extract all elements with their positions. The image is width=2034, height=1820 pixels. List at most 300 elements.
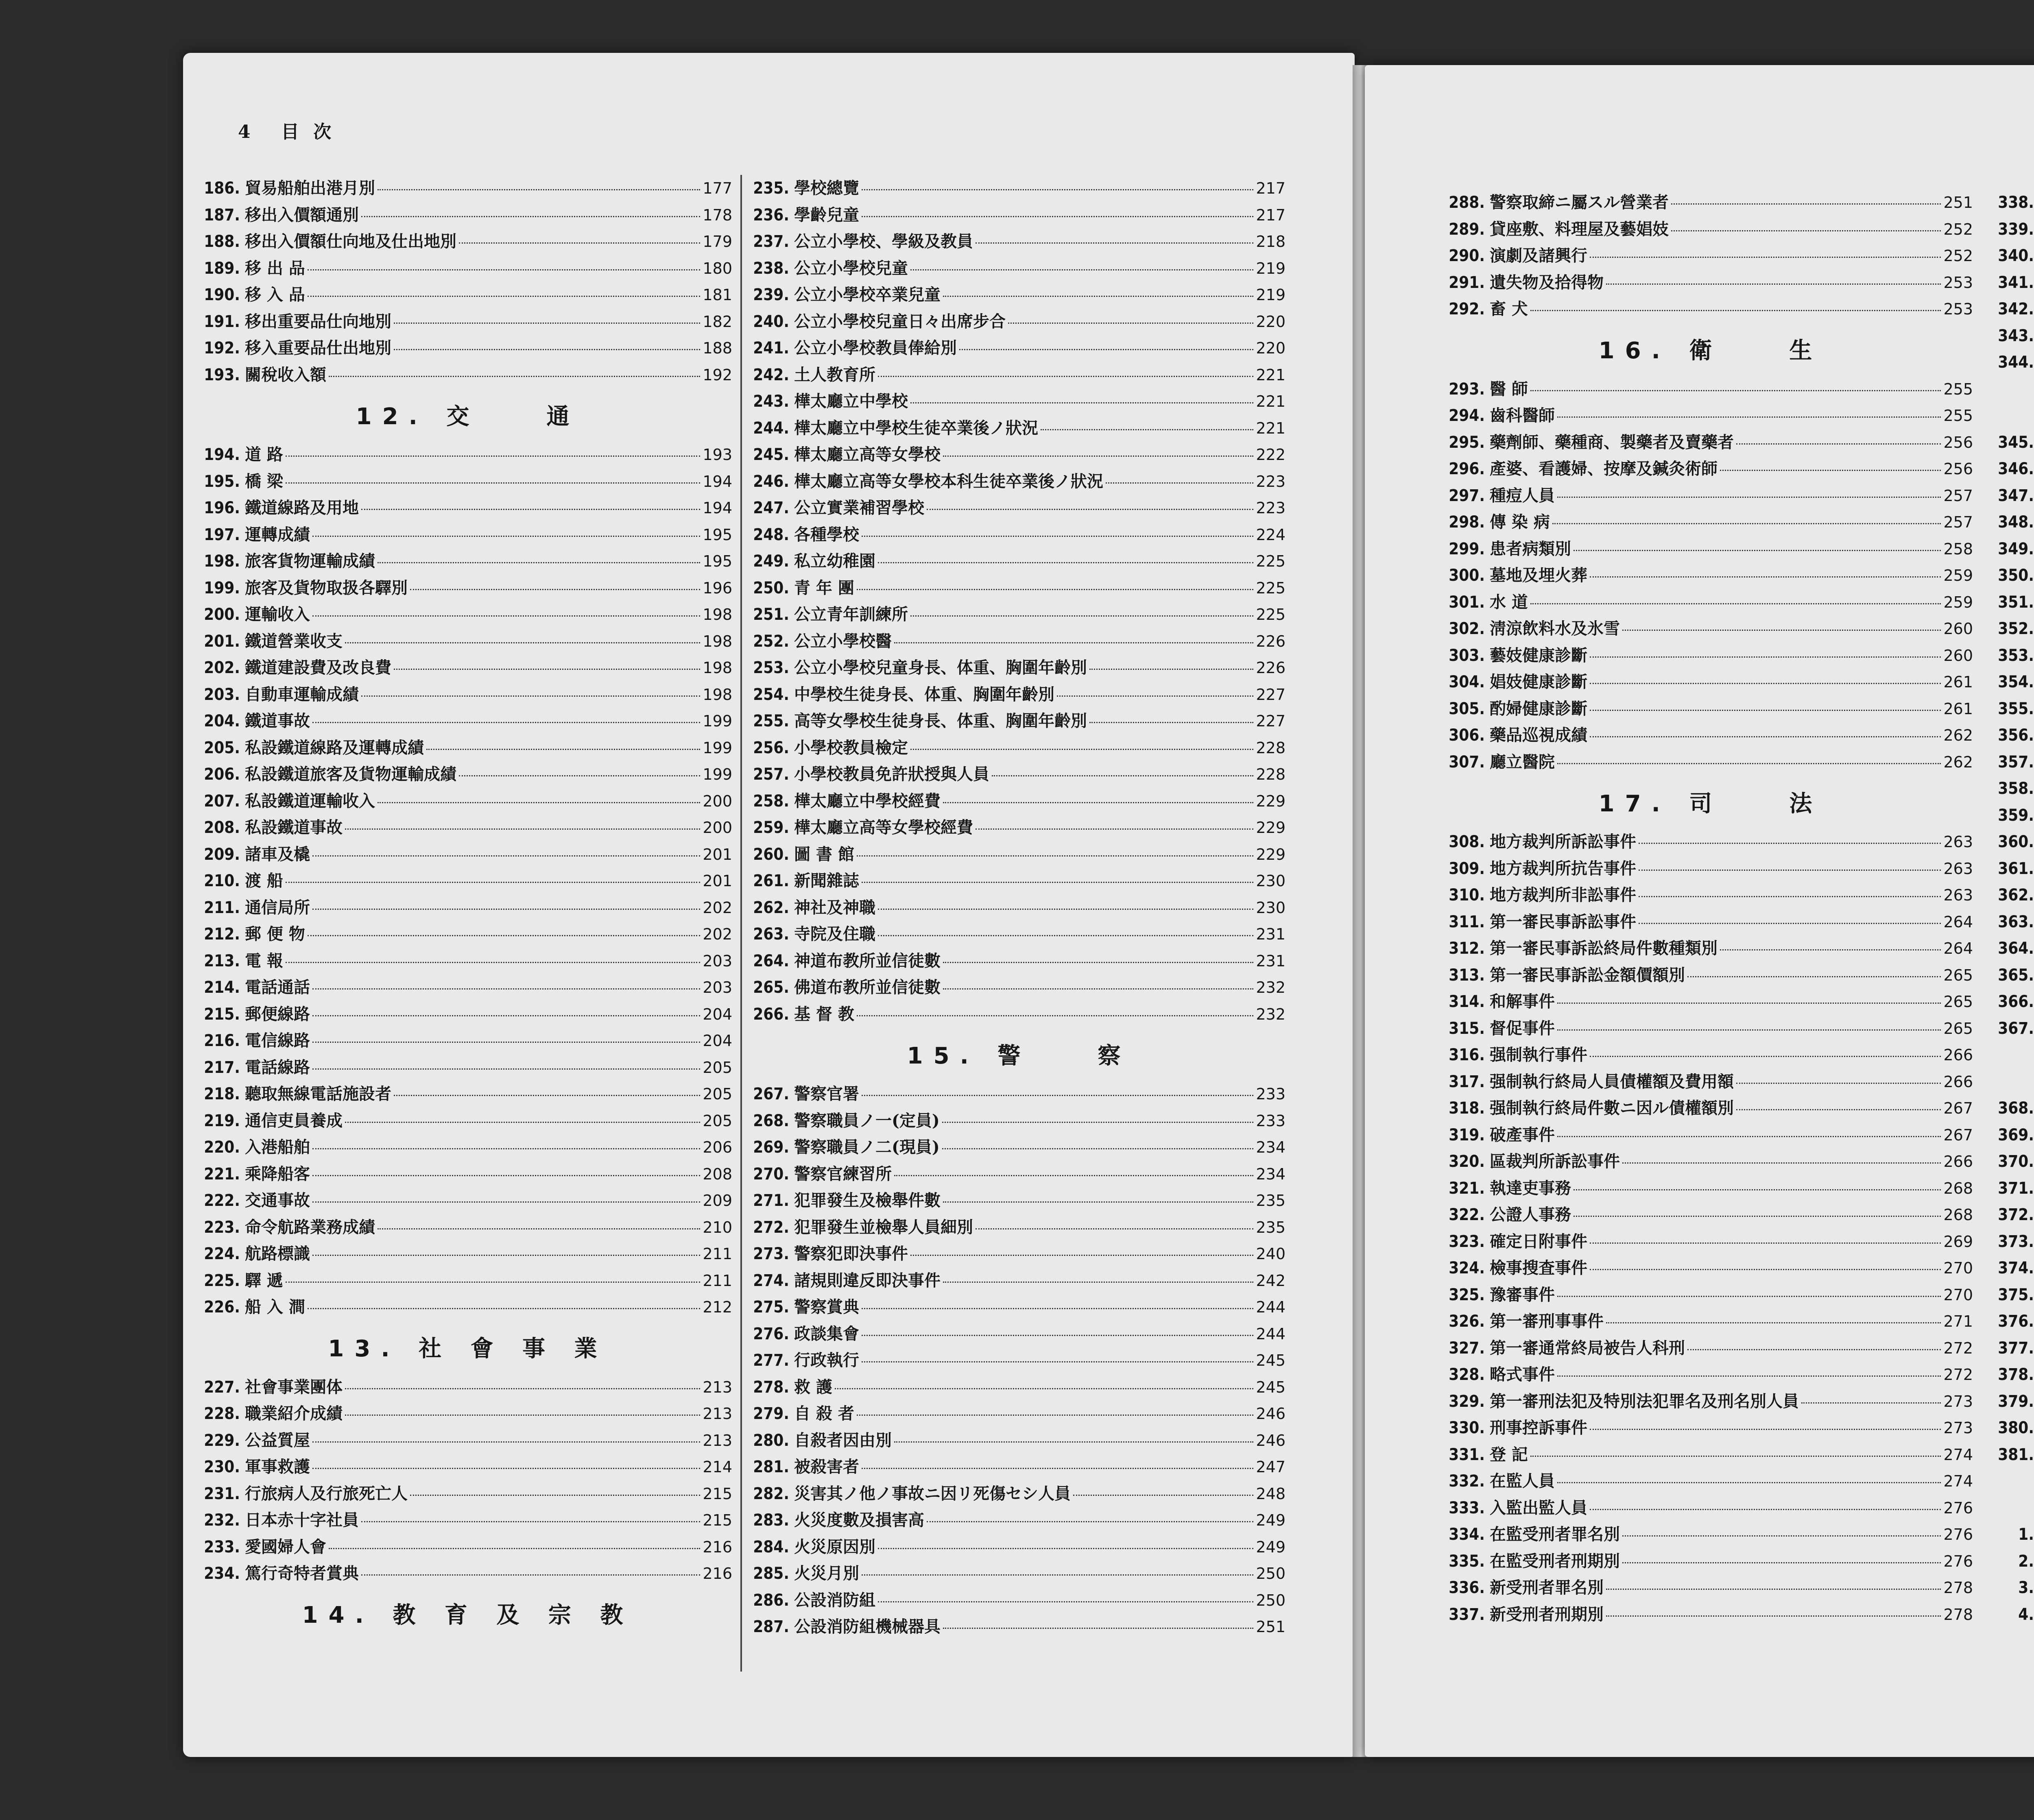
entry-page-number: 200: [703, 819, 732, 837]
entry-title: 自動車運輸成績: [245, 684, 359, 704]
entry-number: 364.: [1998, 939, 2034, 958]
entry-page-number: 230: [1256, 872, 1285, 890]
entry-page-number: 200: [703, 792, 732, 810]
entry-number: 268.: [753, 1111, 789, 1130]
toc-entry: [753, 308, 1285, 335]
entry-title: 演劇及諸興行: [1490, 246, 1587, 265]
dot-leader: [345, 1122, 700, 1123]
entry-title: 電 報: [245, 951, 283, 970]
toc-entry: [753, 362, 1285, 388]
dot-leader: [1590, 1269, 1941, 1270]
toc-entry: [203, 841, 732, 868]
entry-number: 346.: [1998, 460, 2034, 478]
dot-leader: [878, 376, 1253, 377]
entry-title: 鐵道建設費及改良費: [245, 658, 391, 677]
dot-leader: [1622, 1562, 1941, 1563]
entry-number: 234.: [204, 1564, 240, 1583]
entry-number: 335.: [1449, 1552, 1485, 1571]
dot-leader: [1089, 722, 1253, 723]
entry-page-number: 252: [1943, 247, 1973, 265]
entry-title: 第一審民事訴訟金額價額別: [1490, 965, 1685, 985]
entry-number: 236.: [753, 205, 789, 225]
entry-title: 警察官署: [794, 1084, 859, 1103]
entry-title: 郵 便 物: [245, 924, 305, 944]
entry-page-number: 260: [1943, 646, 1973, 665]
dot-leader: [1557, 416, 1941, 418]
entry-number: 199.: [204, 578, 240, 597]
entry-number: 338.: [1998, 193, 2034, 212]
dot-leader: [910, 1255, 1253, 1256]
dot-leader: [1720, 470, 1941, 471]
dot-leader: [459, 242, 700, 244]
toc-entry: [1997, 1601, 2034, 1628]
dot-leader: [1606, 283, 1941, 285]
entry-page-number: 203: [703, 979, 732, 996]
entry-page-number: 205: [703, 1112, 732, 1130]
entry-page-number: 272: [1943, 1366, 1973, 1384]
entry-title: 各種學校: [794, 525, 859, 544]
entry-page-number: 278: [1943, 1605, 1973, 1624]
entry-page-number: 247: [1256, 1458, 1285, 1476]
toc-entry: [1997, 589, 2034, 616]
dot-leader: [312, 615, 700, 617]
entry-number: 274.: [753, 1271, 789, 1290]
toc-entry: [753, 974, 1285, 1001]
entry-page-number: 221: [1256, 392, 1285, 410]
dot-leader: [1530, 603, 1941, 604]
entry-number: 319.: [1449, 1125, 1485, 1144]
entry-page-number: 210: [703, 1218, 732, 1236]
dot-leader: [927, 1521, 1253, 1522]
entry-page-number: 265: [1943, 1019, 1973, 1038]
entry-number: 219.: [204, 1111, 240, 1130]
entry-page-number: 278: [1943, 1579, 1973, 1597]
toc-entry: [203, 1454, 732, 1480]
toc-entry: [1997, 1148, 2034, 1175]
toc-entry: [203, 628, 732, 655]
entry-number: 324.: [1449, 1259, 1485, 1277]
entry-title: 私設鐵道運輸收入: [245, 791, 375, 811]
toc-entry: [1448, 1574, 1973, 1601]
entry-title: 私設鐵道旅客及貨物運輸成績: [245, 765, 456, 784]
dot-leader: [308, 269, 701, 270]
toc-entry: [1448, 1255, 1973, 1282]
toc-entry: [203, 575, 732, 602]
entry-number: 202.: [204, 658, 240, 677]
entry-number: 318.: [1449, 1099, 1485, 1118]
toc-entry: [753, 335, 1285, 362]
entry-title: 新聞雜誌: [794, 871, 859, 890]
entry-page-number: 274: [1943, 1445, 1973, 1464]
entry-page-number: 265: [1943, 966, 1973, 984]
entry-number: 282.: [753, 1484, 789, 1503]
entry-page-number: 221: [1256, 366, 1285, 384]
toc-entry: [203, 1107, 732, 1134]
entry-number: 265.: [753, 978, 789, 997]
entry-title: 運轉成績: [245, 525, 310, 544]
entry-number: 378.: [1998, 1365, 2034, 1384]
toc-entry: [1448, 216, 1973, 243]
entry-number: 333.: [1449, 1498, 1485, 1517]
dot-leader: [878, 1548, 1253, 1549]
toc-entry: [1448, 482, 1973, 509]
entry-number: 304.: [1449, 673, 1485, 691]
toc-entry: [1448, 1068, 1973, 1095]
entry-title: 登 記: [1490, 1445, 1528, 1464]
entry-number: 279.: [753, 1404, 789, 1423]
dot-leader: [1041, 429, 1253, 430]
entry-page-number: 193: [703, 446, 732, 464]
entry-title: 關稅收入額: [245, 365, 326, 384]
entry-number: 376.: [1998, 1312, 2034, 1331]
toc-entry: [1997, 935, 2034, 962]
dot-leader: [312, 536, 700, 537]
entry-title: 郵便線路: [245, 1004, 310, 1024]
toc-entry: [753, 1134, 1285, 1161]
toc-entry: [203, 1480, 732, 1507]
entry-page-number: 179: [703, 233, 732, 251]
dot-leader: [1590, 1429, 1941, 1430]
toc-entry: [203, 1187, 732, 1214]
entry-number: 339.: [1998, 220, 2034, 239]
entry-number: 322.: [1449, 1205, 1485, 1224]
dot-leader: [1557, 1296, 1941, 1297]
entry-number: 291.: [1449, 273, 1485, 292]
entry-title: 强制執行事件: [1490, 1045, 1587, 1064]
entry-number: 233.: [204, 1537, 240, 1556]
entry-title: 公設消防組機械器具: [794, 1617, 941, 1636]
entry-page-number: 267: [1943, 1126, 1973, 1144]
dot-leader: [1557, 763, 1941, 764]
toc-entry: [203, 1081, 732, 1107]
entry-number: 201.: [204, 632, 240, 651]
entry-title: 公立小學校醫: [794, 631, 892, 651]
entry-page-number: 219: [1256, 286, 1285, 304]
entry-title: 公立青年訓練所: [794, 605, 908, 624]
toc-entry: [203, 1027, 732, 1054]
dot-leader: [910, 749, 1253, 750]
toc-entry: [753, 1454, 1285, 1480]
entry-page-number: 233: [1256, 1085, 1285, 1103]
toc-entry: [203, 654, 732, 681]
entry-title: 寺院及住職: [794, 924, 875, 944]
entry-page-number: 264: [1943, 913, 1973, 931]
dot-leader: [1606, 1589, 1941, 1590]
toc-entry: [1448, 749, 1973, 776]
entry-title: 愛國婦人會: [245, 1537, 326, 1556]
entry-number: 213.: [204, 951, 240, 970]
toc-entry: [753, 1321, 1285, 1347]
entry-page-number: 211: [703, 1271, 732, 1290]
entry-number: 356.: [1998, 726, 2034, 745]
entry-title: 第一審刑法犯及特別法犯罪名及刑名別人員: [1490, 1391, 1799, 1411]
entry-number: 309.: [1449, 859, 1485, 878]
toc-entry: [1448, 962, 1973, 989]
entry-title: 聽取無線電話施設者: [245, 1084, 391, 1103]
dot-leader: [976, 828, 1253, 830]
entry-page-number: 214: [703, 1458, 732, 1476]
entry-title: 公立小學校、學級及教員: [794, 232, 973, 251]
entry-page-number: 253: [1943, 300, 1973, 318]
toc-entry: [1448, 296, 1973, 323]
entry-number: 237.: [753, 232, 789, 251]
toc-entry: [753, 1427, 1285, 1454]
entry-page-number: 232: [1256, 979, 1285, 996]
entry-number: 360.: [1998, 833, 2034, 851]
entry-page-number: 229: [1256, 792, 1285, 810]
dot-leader: [943, 456, 1253, 457]
entry-title: 酌婦健康診斷: [1490, 699, 1587, 718]
entry-page-number: 215: [703, 1484, 732, 1503]
dot-leader: [378, 562, 700, 563]
entry-page-number: 244: [1256, 1298, 1285, 1316]
entry-page-number: 199: [703, 739, 732, 757]
entry-number: 249.: [753, 552, 789, 571]
toc-entry: [753, 575, 1285, 602]
entry-number: 239.: [753, 286, 789, 304]
entry-number: 301.: [1449, 593, 1485, 612]
toc-entry: [203, 548, 732, 575]
entry-title: 入港船舶: [245, 1138, 310, 1157]
dot-leader: [1606, 1322, 1941, 1323]
entry-title: 小學校教員免許狀授與人員: [794, 765, 989, 784]
section-heading: [1997, 1042, 2034, 1095]
dot-leader: [410, 589, 700, 590]
entry-number: 332.: [1449, 1472, 1485, 1491]
entry-number: 290.: [1449, 246, 1485, 265]
entry-number: 204.: [204, 712, 240, 730]
toc-entry: [1448, 562, 1973, 589]
entry-number: 379.: [1998, 1392, 2034, 1411]
entry-title: 鐵道事故: [245, 711, 310, 730]
section-heading: 17. 司 法: [1598, 790, 1823, 817]
dot-leader: [361, 216, 700, 217]
entry-page-number: 221: [1256, 419, 1285, 437]
dot-leader: [862, 216, 1253, 217]
entry-number: 206.: [204, 765, 240, 784]
toc-entry: [1448, 935, 1973, 962]
entry-title: 犯罪發生並檢舉人員細別: [794, 1217, 973, 1237]
dot-leader: [835, 1388, 1254, 1389]
entry-number: 352.: [1998, 619, 2034, 638]
toc-entry: [1997, 1308, 2034, 1335]
dot-leader: [345, 1415, 700, 1416]
section-heading: 13. 社 會 事 業: [328, 1336, 608, 1362]
entry-title: 行旅病人及行旅死亡人: [245, 1484, 408, 1503]
entry-title: 略式事件: [1490, 1365, 1555, 1384]
toc-entry: [203, 948, 732, 974]
entry-number: 351.: [1998, 593, 2034, 612]
dot-leader: [1736, 443, 1941, 445]
entry-number: 312.: [1449, 939, 1485, 958]
entry-page-number: 235: [1256, 1192, 1285, 1210]
dot-leader: [312, 909, 700, 910]
entry-page-number: 270: [1943, 1259, 1973, 1277]
toc-entry: [1997, 1441, 2034, 1468]
dot-leader: [857, 589, 1254, 590]
dot-leader: [1801, 1402, 1941, 1404]
dot-leader: [286, 482, 701, 484]
entry-number: 375.: [1998, 1285, 2034, 1304]
dot-leader: [976, 242, 1253, 244]
entry-page-number: 205: [703, 1058, 732, 1077]
dot-leader: [942, 1148, 1254, 1149]
entry-number: 325.: [1449, 1285, 1485, 1304]
dot-leader: [426, 749, 700, 750]
toc-entry: [753, 867, 1285, 894]
dot-leader: [308, 296, 701, 297]
entry-number: 275.: [753, 1298, 789, 1317]
toc-entry: [753, 841, 1285, 868]
dot-leader: [943, 988, 1253, 990]
toc-entry: [753, 814, 1285, 841]
dot-leader: [1057, 695, 1253, 697]
dot-leader: [878, 1601, 1253, 1602]
entry-number: 299.: [1449, 539, 1485, 558]
toc-entry: [1448, 1361, 1973, 1388]
entry-number: 232.: [204, 1511, 240, 1530]
entry-title: 命令航路業務成績: [245, 1217, 375, 1237]
dot-leader: [286, 1282, 701, 1283]
entry-number: 284.: [753, 1537, 789, 1556]
entry-page-number: 230: [1256, 898, 1285, 917]
toc-entry: [1448, 1201, 1973, 1228]
entry-number: 254.: [753, 685, 789, 704]
entry-number: 368.: [1998, 1099, 2034, 1118]
toc-entry: [753, 708, 1285, 735]
toc-entry: [1448, 1468, 1973, 1495]
entry-title: 入監出監人員: [1490, 1498, 1587, 1517]
entry-page-number: 233: [1256, 1112, 1285, 1130]
toc-entry: [203, 468, 732, 495]
entry-page-number: 245: [1256, 1378, 1285, 1396]
entry-number: 297.: [1449, 486, 1485, 505]
entry-number: 238.: [753, 259, 789, 278]
entry-title: 公益質屋: [245, 1430, 310, 1450]
entry-title: 樺太廳立中學校經費: [794, 791, 941, 811]
toc-entry: [753, 681, 1285, 708]
dot-leader: [312, 855, 700, 857]
entry-number: 354.: [1998, 673, 2034, 691]
toc-entry: [1448, 1015, 1973, 1042]
entry-page-number: 262: [1943, 726, 1973, 744]
toc-entry: [1448, 269, 1973, 296]
toc-entry: [1997, 962, 2034, 989]
entry-title: 警察犯即決事件: [794, 1244, 908, 1263]
entry-number: 228.: [204, 1404, 240, 1423]
toc-entry: [753, 628, 1285, 655]
entry-page-number: 199: [703, 765, 732, 783]
dot-leader: [312, 1468, 700, 1469]
dot-leader: [286, 962, 701, 963]
entry-page-number: 273: [1943, 1419, 1973, 1437]
entry-number: 214.: [204, 978, 240, 997]
toc-entry: [1448, 1415, 1973, 1441]
entry-page-number: 195: [703, 525, 732, 544]
toc-entry: [753, 1240, 1285, 1267]
dot-leader: [308, 935, 701, 936]
entry-number: 215.: [204, 1005, 240, 1024]
entry-title: 諸車及橇: [245, 844, 310, 864]
toc-entry: [203, 281, 732, 308]
entry-number: 2.: [2018, 1552, 2034, 1571]
entry-title: 火災度數及損害高: [794, 1510, 924, 1530]
toc-entry: [1448, 669, 1973, 695]
entry-title: 齒科醫師: [1490, 406, 1555, 425]
entry-number: 272.: [753, 1218, 789, 1237]
entry-page-number: 276: [1943, 1499, 1973, 1517]
toc-entry: [1997, 882, 2034, 909]
toc-entry: [753, 1214, 1285, 1241]
entry-title: 自殺者因由別: [794, 1430, 892, 1450]
dot-leader: [910, 269, 1253, 270]
entry-page-number: 234: [1256, 1165, 1285, 1183]
entry-number: 334.: [1449, 1525, 1485, 1544]
entry-number: 359.: [1998, 806, 2034, 825]
entry-number: 252.: [753, 632, 789, 651]
entry-title: 鐵道線路及用地: [245, 498, 359, 517]
entry-number: 344.: [1998, 353, 2034, 372]
toc-entry: [203, 362, 732, 388]
entry-title: 娼妓健康診斷: [1490, 672, 1587, 691]
dot-leader: [910, 402, 1253, 403]
entry-number: 320.: [1449, 1152, 1485, 1171]
entry-number: 377.: [1998, 1338, 2034, 1358]
toc-entry: [1448, 1521, 1973, 1548]
entry-title: 學齡兒童: [794, 205, 859, 225]
toc-entry: [1997, 323, 2034, 349]
toc-entry: [1448, 695, 1973, 722]
dot-leader: [345, 828, 700, 830]
toc-entry: [1997, 722, 2034, 749]
section-heading: 12. 交 通: [356, 403, 580, 430]
dot-leader: [1639, 896, 1941, 897]
entry-number: 256.: [753, 738, 789, 757]
entry-number: 188.: [204, 232, 240, 251]
dot-leader: [312, 1148, 700, 1149]
toc-entry: [1997, 1548, 2034, 1575]
toc-entry: [753, 788, 1285, 815]
entry-number: 241.: [753, 339, 789, 357]
left-page-number: 4: [238, 122, 255, 142]
entry-title: 運輸收入: [245, 605, 310, 624]
entry-title: 藥品巡視成績: [1490, 726, 1587, 745]
entry-title: 被殺害者: [794, 1457, 859, 1476]
dot-leader: [862, 1095, 1253, 1096]
entry-page-number: 177: [703, 179, 732, 197]
entry-title: 日本赤十字社員: [245, 1510, 359, 1530]
toc-entry: [203, 1534, 732, 1561]
entry-page-number: 204: [703, 1005, 732, 1023]
toc-entry: [753, 495, 1285, 521]
entry-number: 357.: [1998, 752, 2034, 772]
toc-entry: [1448, 1548, 1973, 1575]
toc-entry: [1997, 216, 2034, 243]
dot-leader: [1590, 683, 1941, 684]
dot-leader: [1530, 1456, 1941, 1457]
toc-entry: [1448, 855, 1973, 882]
entry-number: 293.: [1449, 379, 1485, 399]
toc-entry: [1997, 482, 2034, 509]
entry-number: 350.: [1998, 566, 2034, 585]
entry-title: 電信線路: [245, 1031, 310, 1050]
left-page-title: 目 次: [281, 122, 336, 142]
entry-number: 267.: [753, 1085, 789, 1103]
entry-page-number: 194: [703, 472, 732, 490]
entry-title: 墓地及埋火葬: [1490, 566, 1587, 585]
entry-number: 329.: [1449, 1392, 1485, 1411]
entry-title: 諸規則違反即決事件: [794, 1271, 941, 1290]
